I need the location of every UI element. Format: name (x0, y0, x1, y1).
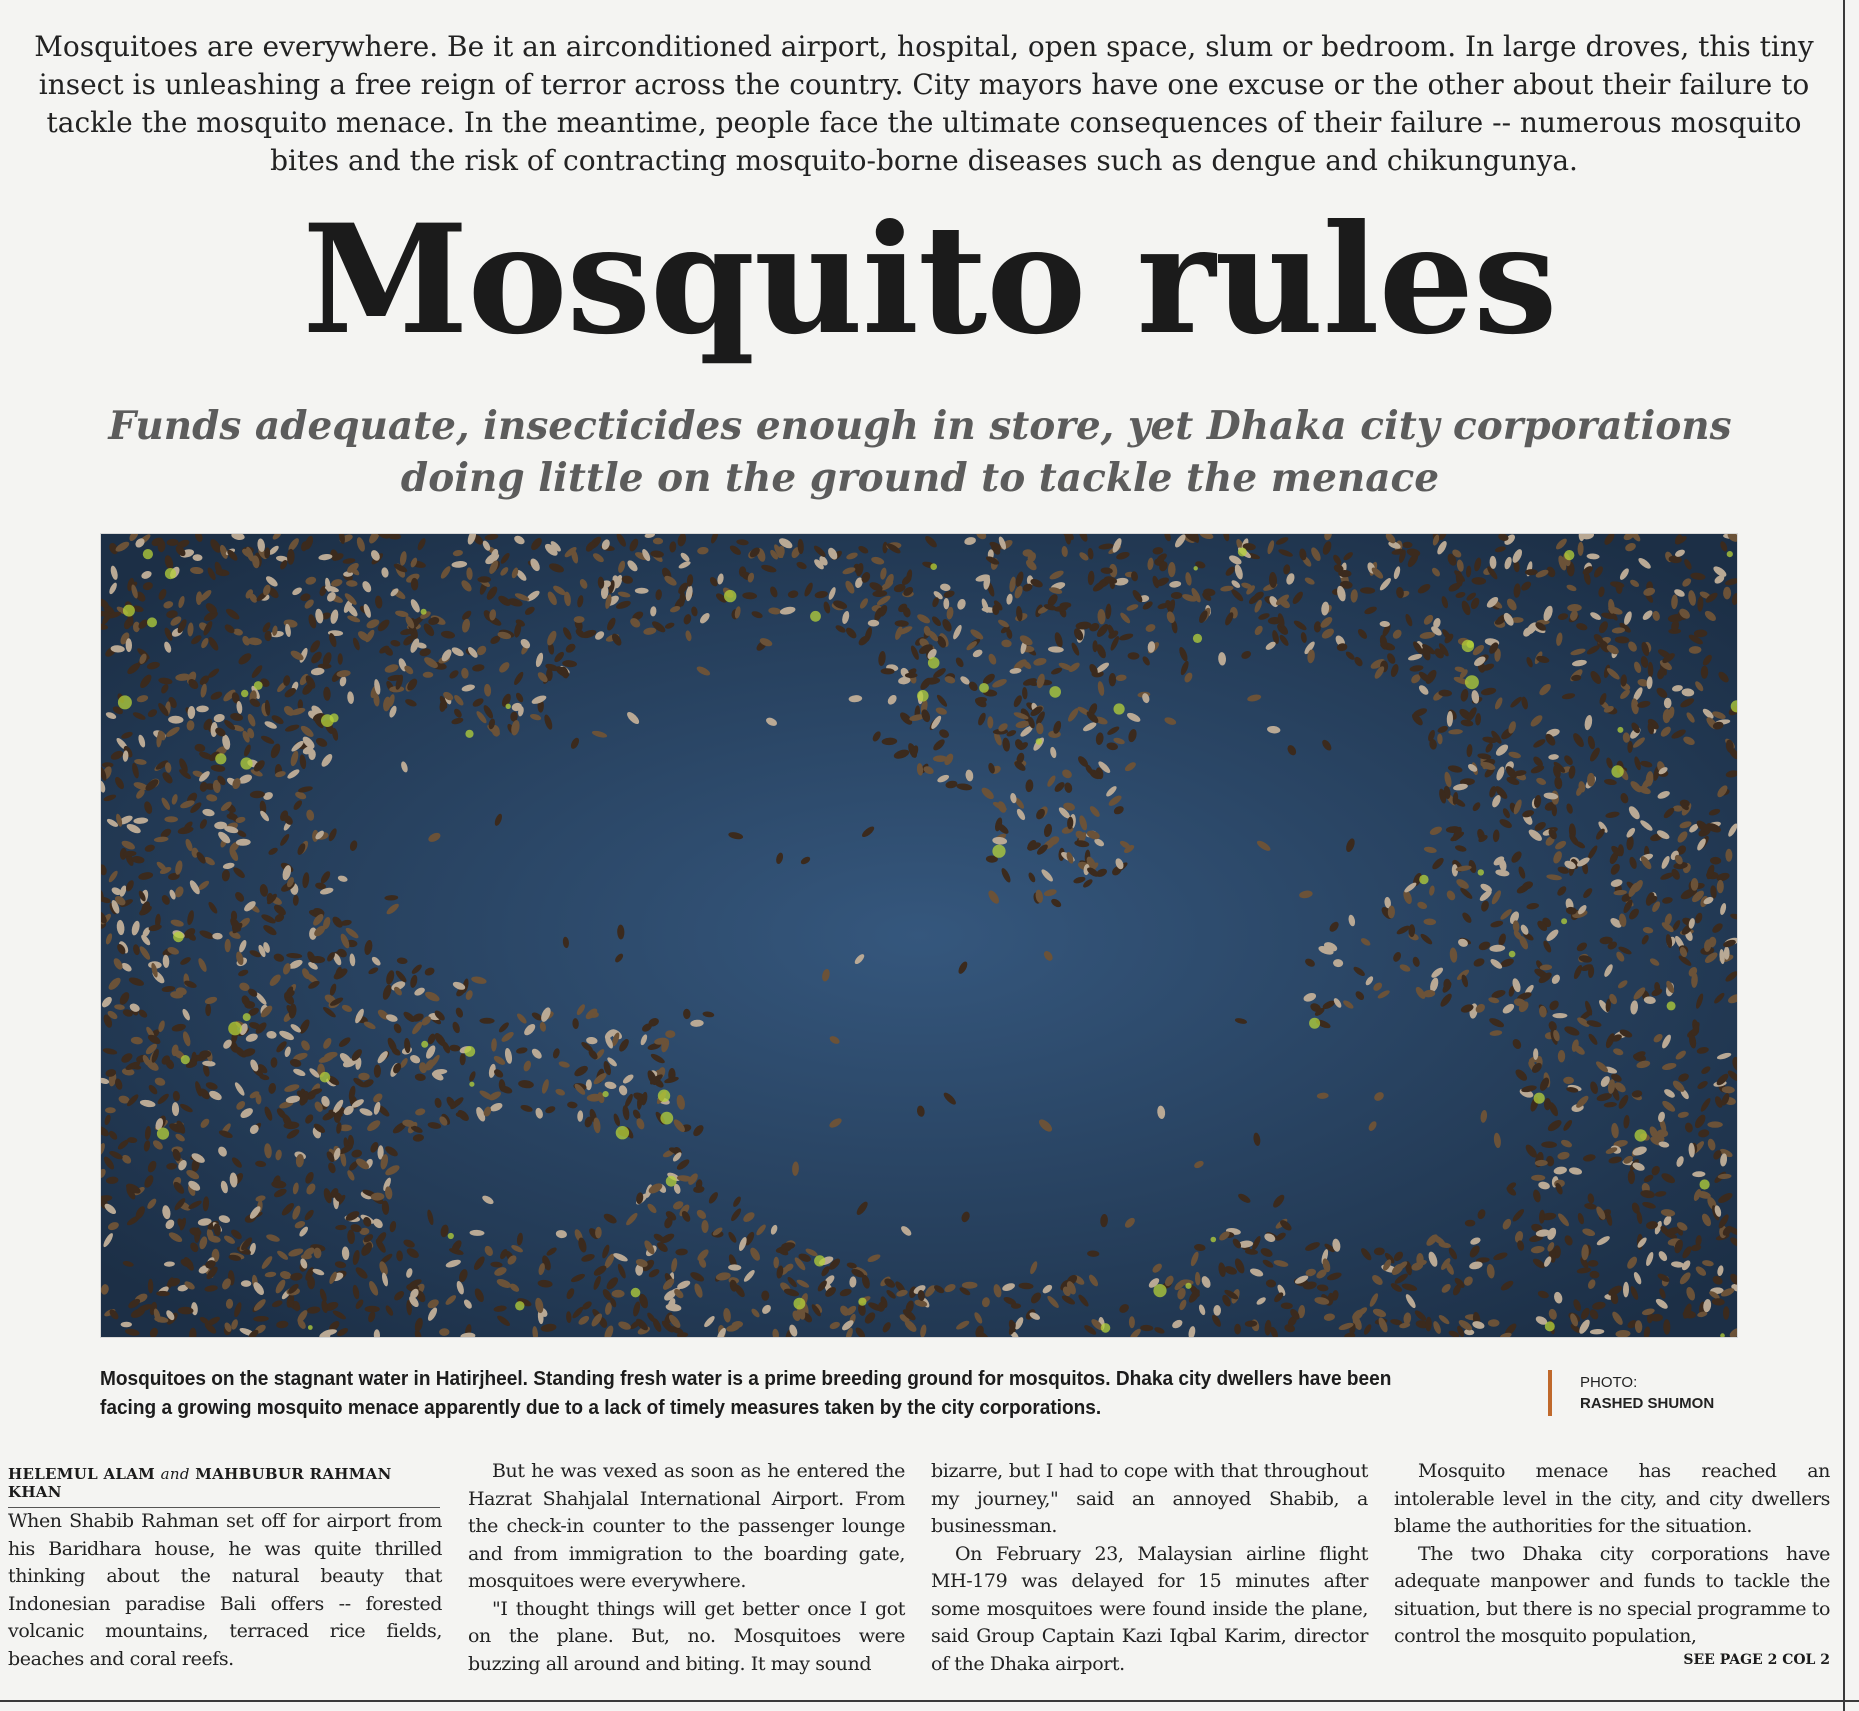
article-column-3 (931, 1458, 1368, 1678)
article-paragraph: The two Dhaka city corporations have adequate manpower and funds to tackle the situation, but there is no special programme to control the mosquito population, (1394, 1542, 1830, 1647)
intro-paragraph: Mosquitoes are everywhere. Be it an airconditioned airport, hospital, open space, slum or bedroom. In large droves, this tiny insect is unleashing a free reign of terror across the country. City mayors have one excuse or the other about their failure to tackle the mosquito menace. In the meantime, people face the ultimate consequences of their failure -- numerous mosquito bites and the risk of contracting mosquito-borne diseases such as dengue and chikungunya. (34, 30, 1814, 177)
photo-credit-label: PHOTO: (1580, 1374, 1638, 1391)
continued-on-page: SEE PAGE 2 COL 2 (1683, 1652, 1830, 1668)
credit-accent-bar (1548, 1370, 1552, 1416)
byline (8, 1465, 440, 1508)
mosquito-photo (100, 533, 1738, 1338)
photo-credit (1580, 1372, 1780, 1414)
article-column-4 (1394, 1458, 1830, 1651)
article-paragraph: bizarre, but I had to cope with that throughout my journey," said an annoyed Shabib, a businessman. (931, 1460, 1368, 1537)
byline-and: and (160, 1465, 190, 1483)
article-paragraph: When Shabib Rahman set off for airport from his Baridhara house, he was quite thrilled thinking about the natural beauty that Indonesian paradise Bali offers -- forested volcanic mountains, terraced rice fields, beaches and coral reefs. (8, 1510, 442, 1670)
byline-author-2: MAHBUBUR RAHMAN KHAN (8, 1465, 392, 1501)
byline-author-1: HELEMUL ALAM (8, 1465, 156, 1483)
article-paragraph: "I thought things will get better once I got on the plane. But, no. Mosquitoes were buzzing all around and biting. It may sound (468, 1597, 905, 1675)
article-paragraph: On February 23, Malaysian airline flight MH-179 was delayed for 15 minutes after some mosquitoes were found inside the plane, said Group Captain Kazi Iqbal Karim, director of the Dhaka airport. (931, 1542, 1368, 1675)
photographer-name: RASHED SHUMON (1580, 1395, 1715, 1412)
mosquito-swarm-image (101, 534, 1737, 1337)
subhead-line-1: Funds adequate, insecticides enough in store, yet Dhaka city corporations (108, 403, 1732, 449)
headline: Mosquito rules (302, 192, 1557, 368)
article-column-1 (8, 1508, 442, 1673)
article-paragraph: But he was vexed as soon as he entered the Hazrat Shahjalal International Airport. From the check-in counter to the passenger lounge and from immigration to the boarding gate, mosquitoes were everywhere. (468, 1460, 905, 1592)
photo-caption: Mosquitoes on the stagnant water in Hatirjheel. Standing fresh water is a prime breeding ground for mosquitos. Dhaka city dwellers have been facing a growing mosquito menace apparently due to a lack of timely measures taken by the city corporations. (100, 1367, 1392, 1419)
subhead-line-2: doing little on the ground to tackle the menace (400, 455, 1440, 501)
article-paragraph: Mosquito menace has reached an intolerable level in the city, and city dwellers blame the authorities for the situation. (1394, 1460, 1830, 1537)
bottom-rule (0, 1700, 1859, 1702)
subheadline (60, 400, 1780, 504)
article-column-2 (468, 1458, 905, 1678)
